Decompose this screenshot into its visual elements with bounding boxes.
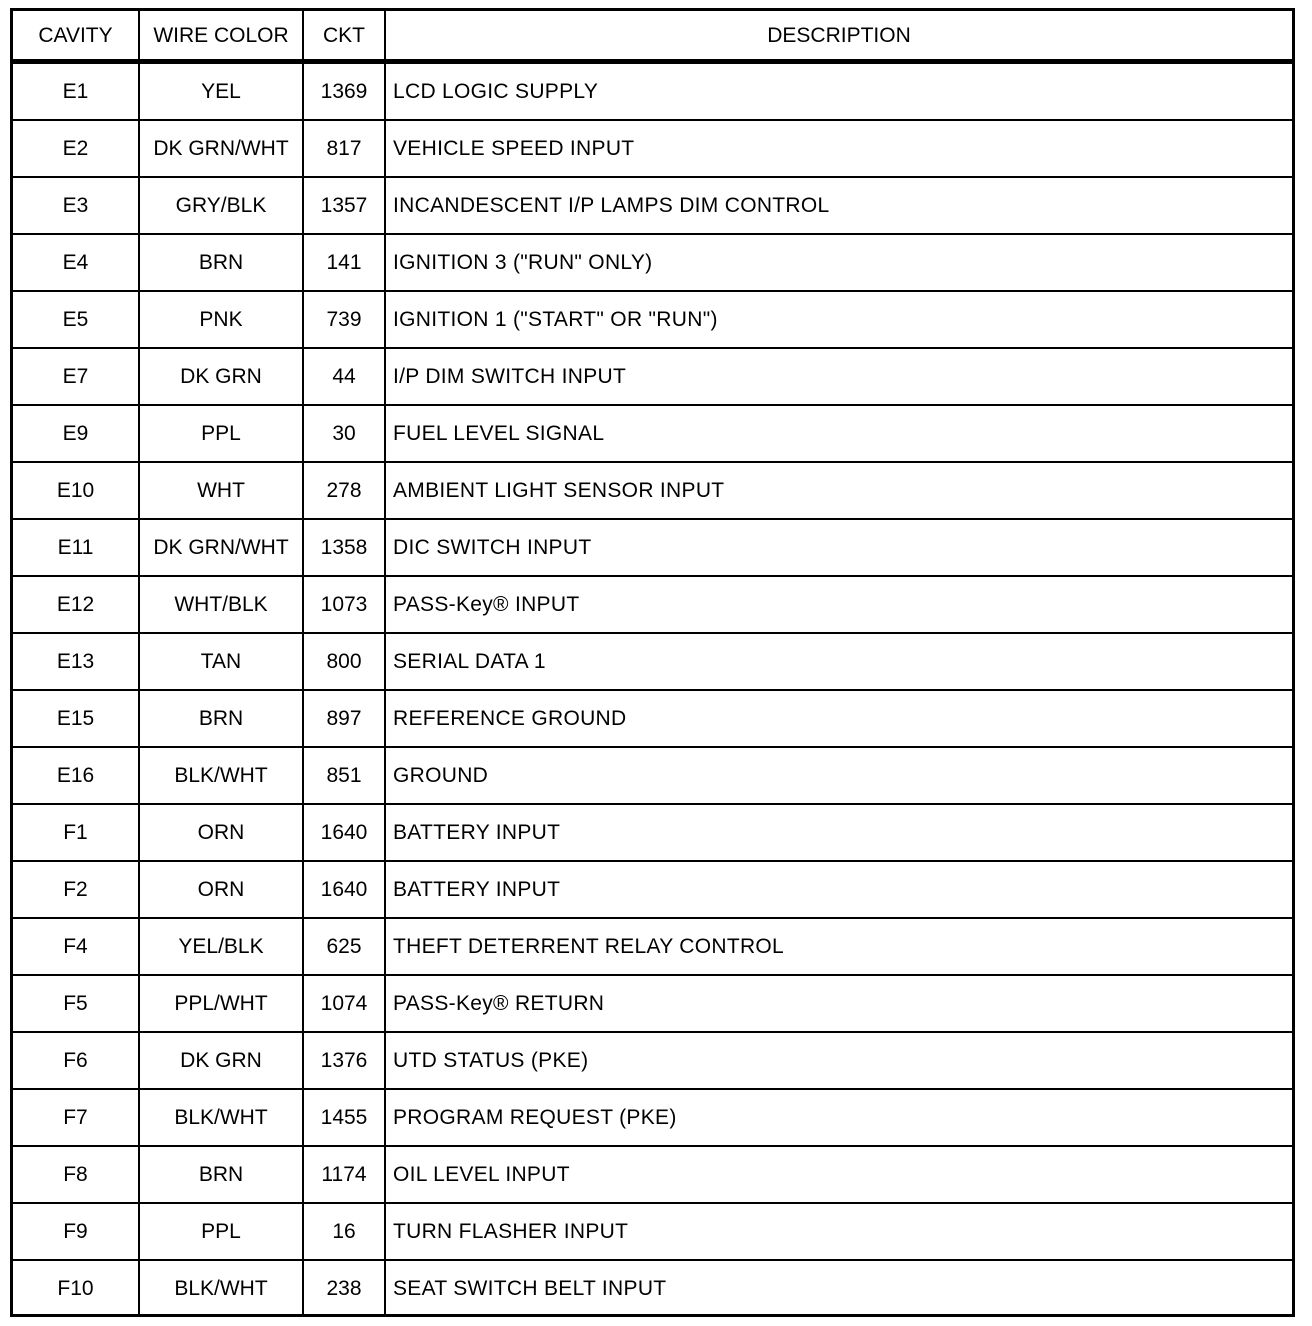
header-row bbox=[13, 11, 1292, 62]
cell-wire-color: BRN bbox=[139, 690, 303, 747]
cell-ckt: 1174 bbox=[303, 1146, 385, 1203]
cell-cavity: E9 bbox=[13, 405, 139, 462]
cell-cavity: E11 bbox=[13, 519, 139, 576]
cell-ckt: 278 bbox=[303, 462, 385, 519]
cell-ckt: 1376 bbox=[303, 1032, 385, 1089]
cell-cavity: E5 bbox=[13, 291, 139, 348]
cell-description: INCANDESCENT I/P LAMPS DIM CONTROL bbox=[385, 177, 1292, 234]
cell-description: TURN FLASHER INPUT bbox=[385, 1203, 1292, 1260]
cell-cavity: F4 bbox=[13, 918, 139, 975]
cell-ckt: 1640 bbox=[303, 804, 385, 861]
cell-ckt: 44 bbox=[303, 348, 385, 405]
cell-wire-color: WHT bbox=[139, 462, 303, 519]
table-row bbox=[13, 62, 1292, 121]
table-row bbox=[13, 1260, 1292, 1316]
table-row bbox=[13, 462, 1292, 519]
cell-wire-color: GRY/BLK bbox=[139, 177, 303, 234]
table-row bbox=[13, 633, 1292, 690]
cell-cavity: E10 bbox=[13, 462, 139, 519]
cell-cavity: E7 bbox=[13, 348, 139, 405]
cell-ckt: 1358 bbox=[303, 519, 385, 576]
table-row bbox=[13, 519, 1292, 576]
cell-cavity: F1 bbox=[13, 804, 139, 861]
table-row bbox=[13, 120, 1292, 177]
cell-description: PASS-Key® INPUT bbox=[385, 576, 1292, 633]
cell-cavity: E15 bbox=[13, 690, 139, 747]
cell-description: SEAT SWITCH BELT INPUT bbox=[385, 1260, 1292, 1316]
cell-description: FUEL LEVEL SIGNAL bbox=[385, 405, 1292, 462]
cell-ckt: 817 bbox=[303, 120, 385, 177]
table-row bbox=[13, 804, 1292, 861]
cell-ckt: 1369 bbox=[303, 62, 385, 121]
table-row bbox=[13, 405, 1292, 462]
cell-cavity: F2 bbox=[13, 861, 139, 918]
cell-description: REFERENCE GROUND bbox=[385, 690, 1292, 747]
cell-wire-color: DK GRN bbox=[139, 348, 303, 405]
cell-wire-color: PPL bbox=[139, 405, 303, 462]
cell-ckt: 897 bbox=[303, 690, 385, 747]
cell-description: PROGRAM REQUEST (PKE) bbox=[385, 1089, 1292, 1146]
cell-cavity: E12 bbox=[13, 576, 139, 633]
cell-wire-color: BLK/WHT bbox=[139, 747, 303, 804]
table-body bbox=[13, 62, 1292, 1317]
cell-description: PASS-Key® RETURN bbox=[385, 975, 1292, 1032]
cell-ckt: 851 bbox=[303, 747, 385, 804]
cell-wire-color: YEL bbox=[139, 62, 303, 121]
cell-ckt: 16 bbox=[303, 1203, 385, 1260]
cell-ckt: 1074 bbox=[303, 975, 385, 1032]
cell-description: BATTERY INPUT bbox=[385, 804, 1292, 861]
header-wire-color: WIRE COLOR bbox=[139, 11, 303, 62]
cell-ckt: 800 bbox=[303, 633, 385, 690]
table-row bbox=[13, 348, 1292, 405]
table-row bbox=[13, 747, 1292, 804]
table-row bbox=[13, 690, 1292, 747]
cell-ckt: 739 bbox=[303, 291, 385, 348]
cell-cavity: E13 bbox=[13, 633, 139, 690]
table-row bbox=[13, 177, 1292, 234]
cell-wire-color: ORN bbox=[139, 861, 303, 918]
cell-ckt: 238 bbox=[303, 1260, 385, 1316]
cell-wire-color: TAN bbox=[139, 633, 303, 690]
cell-ckt: 30 bbox=[303, 405, 385, 462]
cell-cavity: E3 bbox=[13, 177, 139, 234]
cell-cavity: F10 bbox=[57, 1277, 94, 1300]
cell-ckt: 1357 bbox=[303, 177, 385, 234]
cell-wire-color: DK GRN/WHT bbox=[139, 120, 303, 177]
cell-wire-color: BLK/WHT bbox=[139, 1260, 303, 1316]
cell-cavity: E4 bbox=[13, 234, 139, 291]
header-cavity: CAVITY bbox=[13, 11, 139, 62]
cell-cavity: E1 bbox=[13, 62, 139, 121]
table-row bbox=[13, 234, 1292, 291]
cell-wire-color: BLK/WHT bbox=[139, 1089, 303, 1146]
cell-wire-color: DK GRN bbox=[139, 1032, 303, 1089]
table-row bbox=[13, 576, 1292, 633]
cell-wire-color: DK GRN/WHT bbox=[139, 519, 303, 576]
table-row bbox=[13, 1203, 1292, 1260]
table-row bbox=[13, 1089, 1292, 1146]
cell-wire-color: PPL bbox=[139, 1203, 303, 1260]
cell-cavity: F9 bbox=[13, 1203, 139, 1260]
cell-ckt: 625 bbox=[303, 918, 385, 975]
cell-description: VEHICLE SPEED INPUT bbox=[385, 120, 1292, 177]
table-row bbox=[13, 975, 1292, 1032]
connector-pinout-table bbox=[10, 8, 1295, 1317]
header-description: DESCRIPTION bbox=[385, 11, 1292, 62]
cell-cavity: F6 bbox=[13, 1032, 139, 1089]
cell-wire-color: WHT/BLK bbox=[139, 576, 303, 633]
cell-description: IGNITION 1 ("START" OR "RUN") bbox=[385, 291, 1292, 348]
cell-wire-color: ORN bbox=[139, 804, 303, 861]
cell-description: SERIAL DATA 1 bbox=[385, 633, 1292, 690]
table-row bbox=[13, 918, 1292, 975]
table-row bbox=[13, 1146, 1292, 1203]
cell-description: LCD LOGIC SUPPLY bbox=[385, 62, 1292, 121]
cell-description: OIL LEVEL INPUT bbox=[385, 1146, 1292, 1203]
cell-cavity: E16 bbox=[13, 747, 139, 804]
cell-description: THEFT DETERRENT RELAY CONTROL bbox=[385, 918, 1292, 975]
table-row bbox=[13, 291, 1292, 348]
cell-cavity: F8 bbox=[13, 1146, 139, 1203]
cell-description: AMBIENT LIGHT SENSOR INPUT bbox=[385, 462, 1292, 519]
cell-ckt: 1640 bbox=[303, 861, 385, 918]
table-row bbox=[13, 861, 1292, 918]
table-row bbox=[13, 1032, 1292, 1089]
cell-description: DIC SWITCH INPUT bbox=[385, 519, 1292, 576]
cell-wire-color: YEL/BLK bbox=[139, 918, 303, 975]
cell-description: UTD STATUS (PKE) bbox=[385, 1032, 1292, 1089]
cell-description: GROUND bbox=[385, 747, 1292, 804]
cell-wire-color: BRN bbox=[139, 234, 303, 291]
cell-wire-color: BRN bbox=[139, 1146, 303, 1203]
cell-description: BATTERY INPUT bbox=[385, 861, 1292, 918]
cell-wire-color: PPL/WHT bbox=[139, 975, 303, 1032]
cell-ckt: 1073 bbox=[303, 576, 385, 633]
cell-description: I/P DIM SWITCH INPUT bbox=[385, 348, 1292, 405]
cell-ckt: 141 bbox=[303, 234, 385, 291]
header-ckt: CKT bbox=[303, 11, 385, 62]
cell-description: IGNITION 3 ("RUN" ONLY) bbox=[385, 234, 1292, 291]
cell-cavity: F5 bbox=[13, 975, 139, 1032]
cell-cavity: E2 bbox=[13, 120, 139, 177]
cell-ckt: 1455 bbox=[303, 1089, 385, 1146]
table-header bbox=[13, 11, 1292, 62]
pinout-table bbox=[13, 11, 1292, 1316]
cell-cavity: F7 bbox=[13, 1089, 139, 1146]
cell-wire-color: PNK bbox=[139, 291, 303, 348]
